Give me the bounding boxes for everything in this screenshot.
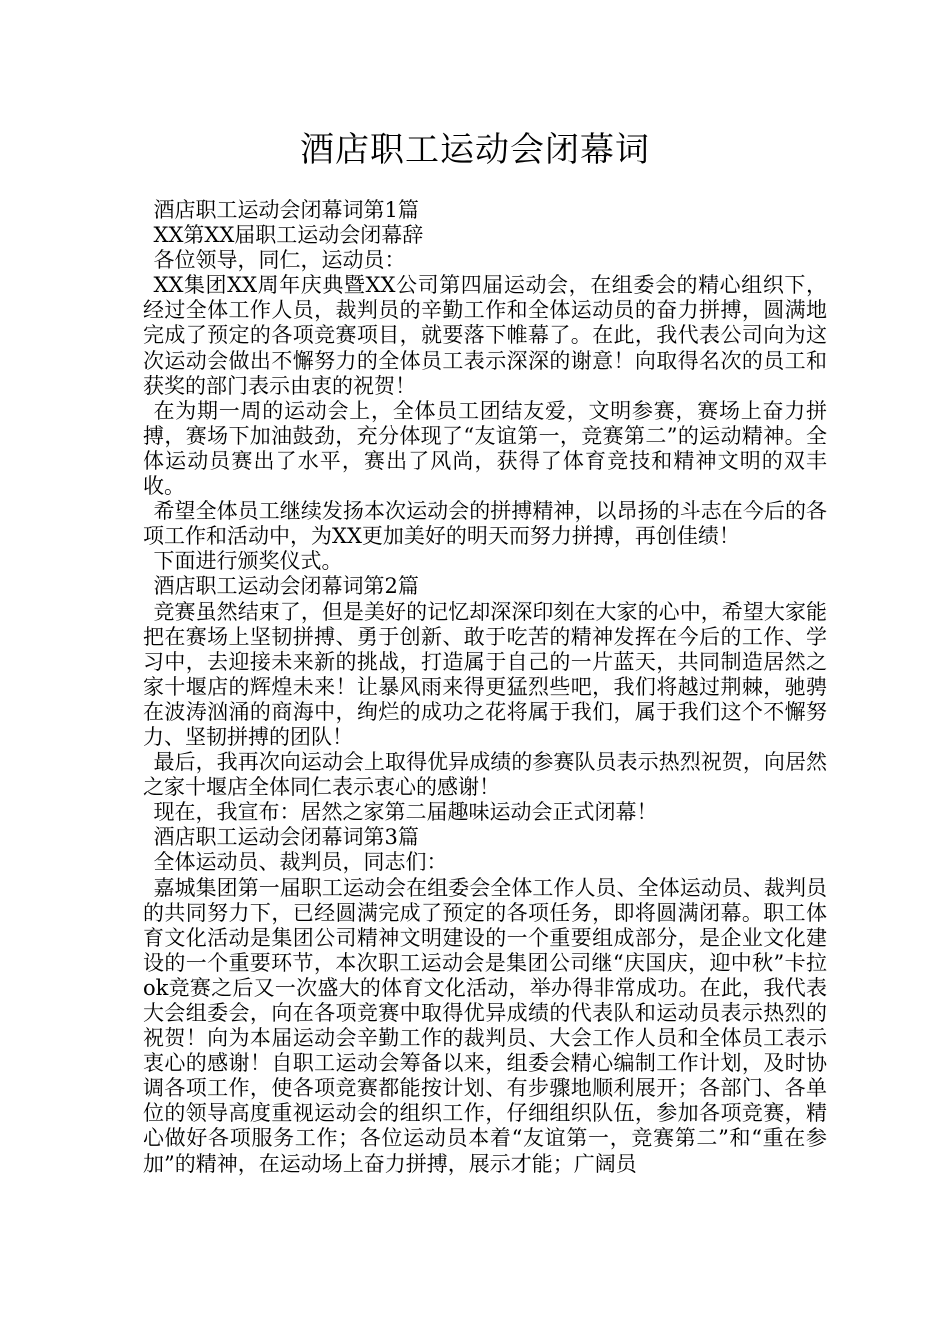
paragraph: 现在，我宣布：居然之家第二届趣味运动会正式闭幕！ xyxy=(153,800,658,825)
paragraph: 希望全体员工继续发扬本次运动会的拼搏精神，以昂扬的斗志在今后的各项工作和活动中，为XX更加美好的明天而努力拼搏，再创佳绩！ xyxy=(143,499,827,549)
paragraph: 下面进行颁奖仪式。 xyxy=(153,549,343,574)
salutation: 全体运动员、裁判员，同志们： xyxy=(153,850,448,875)
paragraph: 在为期一周的运动会上，全体员工团结友爱，文明参赛，赛场上奋力拼搏，赛场下加油鼓劲，充分体现了“友谊第一，竞赛第二”的运动精神。全体运动员赛出了水平，赛出了风尚，获得了体育竞技和精神文明的双丰收。 xyxy=(143,398,827,499)
paragraph: 嘉城集团第一届职工运动会在组委会全体工作人员、全体运动员、裁判员的共同努力下，已经圆满完成了预定的各项任务，即将圆满闭幕。职工体育文化活动是集团公司精神文明建设的一个重要组成部分，是企业文化建设的一个重要环节，本次职工运动会是集团公司继“庆国庆，迎中秋”卡拉ok竞赛之后又一次盛大的体育文化活动，举办得非常成功。在此，我代表大会组委会，向在各项竞赛中取得优异成绩的代表队和运动员表示热烈的祝贺！向为本届运动会辛勤工作的裁判员、大会工作人员和全体员工表示衷心的感谢！自职工运动会筹备以来，组委会精心编制工作计划，及时协调各项工作，使各项竞赛都能按计划、有步骤地顺利展开；各部门、各单位的领导高度重视运动会的组织工作，仔细组织队伍，参加各项竞赛，精心做好各项服务工作；各位运动员本着“友谊第一，竞赛第二”和“重在参加”的精神，在运动场上奋力拼搏，展示才能；广阔员 xyxy=(143,875,827,1176)
speech-title: XX第XX届职工运动会闭幕辞 xyxy=(153,223,424,248)
paragraph: 最后，我再次向运动会上取得优异成绩的参赛队员表示热烈祝贺，向居然之家十堰店全体同仁表示衷心的感谢！ xyxy=(143,750,827,800)
paragraph: 竞赛虽然结束了，但是美好的记忆却深深印刻在大家的心中，希望大家能把在赛场上坚韧拼搏、勇于创新、敢于吃苦的精神发挥在今后的工作、学习中，去迎接未来新的挑战，打造属于自己的一片蓝天，共同制造居然之家十堰店的辉煌未来！让暴风雨来得更猛烈些吧，我们将越过荆棘，驰骋在波涛汹涌的商海中，绚烂的成功之花将属于我们，属于我们这个不懈努力、坚韧拼搏的团队！ xyxy=(143,599,827,749)
document-title: 酒店职工运动会闭幕词 xyxy=(300,130,650,170)
section-heading-3: 酒店职工运动会闭幕词第3篇 xyxy=(153,825,419,850)
paragraph: XX集团XX周年庆典暨XX公司第四届运动会，在组委会的精心组织下，经过全体工作人员，裁判员的辛勤工作和全体运动员的奋力拼搏，圆满地完成了预定的各项竞赛项目，就要落下帷幕了。在此，我代表公司向为这次运动会做出不懈努力的全体员工表示深深的谢意！向取得名次的员工和获奖的部门表示由衷的祝贺！ xyxy=(143,273,827,398)
section-heading-2: 酒店职工运动会闭幕词第2篇 xyxy=(153,574,419,599)
section-heading-1: 酒店职工运动会闭幕词第1篇 xyxy=(153,198,419,222)
salutation: 各位领导，同仁，运动员： xyxy=(153,248,406,273)
document-body xyxy=(143,198,827,1177)
